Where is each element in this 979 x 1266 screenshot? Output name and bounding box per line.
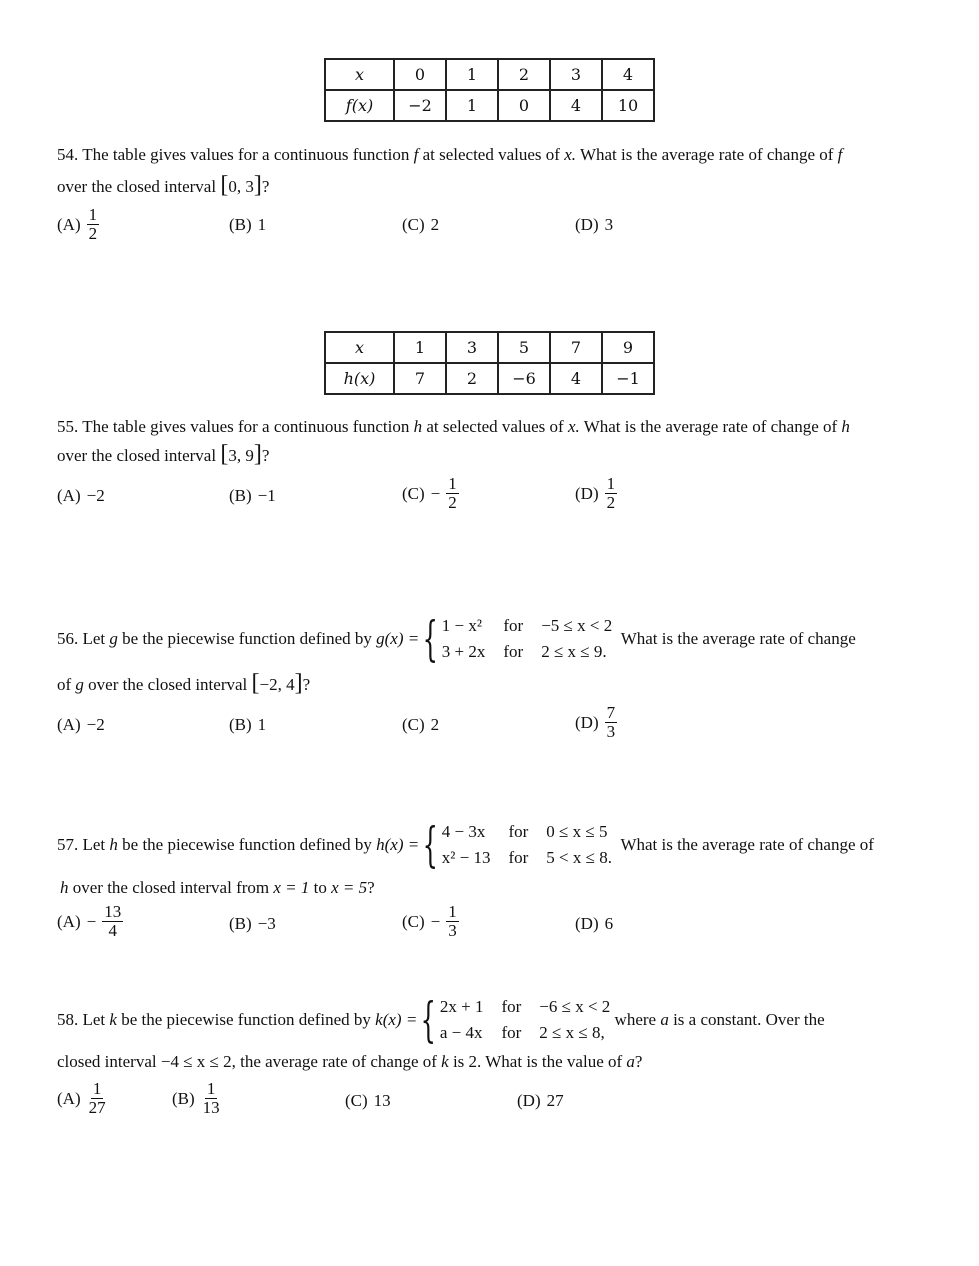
choice-label: (A)	[57, 486, 81, 505]
fraction	[87, 1080, 108, 1117]
case-expr: 3 + 2x	[441, 642, 486, 661]
q55-choice-a[interactable]	[57, 486, 105, 506]
choice-value: 2	[430, 715, 440, 734]
text: at selected values of	[422, 145, 560, 164]
text: be the piecewise function defined by	[122, 629, 372, 648]
case-domain: 2 ≤ x ≤ 9.	[541, 642, 607, 661]
choice-value: 6	[604, 914, 614, 933]
text: ?	[634, 1052, 643, 1071]
table-cell: 4	[550, 363, 602, 394]
case-domain: 0 ≤ x ≤ 5	[546, 822, 608, 841]
brace-icon: {	[422, 611, 439, 667]
choice-value: −3	[257, 914, 276, 933]
var-f: f	[837, 145, 843, 164]
brace-icon: {	[420, 992, 437, 1048]
fraction	[446, 475, 459, 512]
choice-label: (D)	[575, 215, 599, 234]
text: of	[57, 675, 72, 694]
choice-label: (B)	[172, 1088, 195, 1108]
text: ?	[261, 446, 270, 465]
text: over the closed interval	[88, 675, 248, 694]
var-h: h	[60, 878, 69, 897]
brace-icon: {	[422, 817, 439, 873]
equation: x = 1	[273, 878, 310, 897]
choice-label: (A)	[57, 1088, 81, 1108]
table-cell: 3	[446, 332, 498, 363]
choice-value: 1	[257, 215, 267, 234]
table-cell: 2	[498, 59, 550, 90]
table-row	[325, 59, 654, 90]
numerator: 1	[92, 1079, 102, 1098]
function-name: k(x) =	[375, 1010, 418, 1029]
fraction	[201, 1080, 222, 1117]
numerator: 1	[606, 474, 616, 493]
denominator: 27	[88, 1098, 106, 1117]
case-expr: a − 4x	[439, 1023, 483, 1042]
case-for: for	[503, 642, 524, 661]
case-for: for	[501, 997, 522, 1016]
text: What is the average rate of change of	[583, 417, 838, 436]
table-f-values	[324, 58, 655, 122]
choice-value: 3	[604, 215, 614, 234]
var-x: x.	[567, 417, 580, 436]
var-k: k	[441, 1052, 449, 1071]
q56-choice-c[interactable]	[402, 715, 439, 735]
q56-text-line1	[57, 611, 856, 667]
q56-text-line2: of g over the closed interval [−2, 4]?	[57, 670, 311, 696]
q57-choice-a[interactable]	[57, 903, 123, 940]
table-cell: 2	[446, 363, 498, 394]
q54-text-line1	[57, 144, 842, 166]
case-for: for	[508, 822, 529, 841]
table-cell: 0	[394, 59, 446, 90]
text: 58. Let	[57, 1010, 106, 1029]
q56-choice-b[interactable]	[229, 715, 266, 735]
case-for: for	[501, 1023, 522, 1042]
denominator: 2	[448, 493, 457, 512]
interval: 3, 9	[228, 446, 254, 465]
case-expr: 4 − 3x	[441, 822, 486, 841]
text: ?	[261, 177, 270, 196]
numerator: 1	[448, 902, 457, 921]
q54-choice-b[interactable]	[229, 215, 266, 235]
numerator: 1	[206, 1079, 216, 1098]
table-cell: 7	[550, 332, 602, 363]
case-domain: −6 ≤ x < 2	[539, 997, 611, 1016]
text: over the closed interval	[57, 446, 217, 465]
equation: x = 5	[331, 878, 368, 897]
q58-choice-c[interactable]	[345, 1091, 391, 1111]
var-a: a	[660, 1010, 669, 1029]
table-cell: 1	[394, 332, 446, 363]
q57-choice-b[interactable]	[229, 914, 276, 934]
var-h: h	[841, 417, 850, 436]
denominator: 4	[108, 921, 117, 940]
q54-text-line2: over the closed interval [0, 3]?	[57, 172, 270, 198]
minus-sign: −	[86, 911, 97, 931]
text: What is the average rate of change	[620, 629, 856, 648]
var-h: h	[109, 835, 118, 854]
choice-label: (D)	[575, 712, 599, 732]
choice-label: (C)	[402, 215, 425, 234]
choice-value: −2	[86, 486, 105, 505]
choice-label: (D)	[575, 483, 599, 503]
denominator: 3	[606, 722, 616, 741]
table-header-fx: f(x)	[325, 90, 394, 121]
text: ?	[367, 878, 375, 897]
q56-choice-d[interactable]	[575, 704, 617, 741]
choice-value: −1	[257, 486, 276, 505]
function-name: g(x) =	[376, 629, 420, 648]
q55-text-line1	[57, 416, 850, 438]
table-cell: −1	[602, 363, 654, 394]
text: over the closed interval from	[72, 878, 270, 897]
choice-label: (C)	[402, 715, 425, 734]
text: 56. Let	[57, 629, 106, 648]
table-h-values	[324, 331, 655, 395]
table-cell: 1	[446, 90, 498, 121]
case-for: for	[508, 848, 529, 867]
choice-label: (A)	[57, 715, 81, 734]
choice-value: 1	[257, 715, 267, 734]
inequality: −4 ≤ x ≤ 2,	[160, 1052, 236, 1071]
table-header-x: x	[325, 59, 394, 90]
text: over the closed interval	[57, 177, 217, 196]
q55-choice-d[interactable]	[575, 475, 617, 512]
choice-value: 13	[373, 1091, 391, 1110]
denominator: 3	[448, 921, 457, 940]
q57-choice-d[interactable]	[575, 914, 613, 934]
case-expr: 1 − x²	[441, 616, 482, 635]
text: be the piecewise function defined by	[122, 835, 372, 854]
fraction	[605, 704, 618, 741]
piecewise-cases	[442, 614, 612, 664]
q55-choice-c[interactable]	[402, 475, 459, 512]
var-x: x.	[564, 145, 576, 164]
numerator: 1	[448, 474, 457, 493]
case-for: for	[503, 616, 524, 635]
fraction	[102, 903, 123, 940]
var-g: g	[109, 629, 118, 648]
q57-text-line1	[57, 817, 874, 873]
choice-label: (C)	[402, 483, 425, 503]
q58-text-line2	[57, 1051, 642, 1073]
case-domain: 2 ≤ x ≤ 8,	[539, 1023, 605, 1042]
choice-value: 27	[546, 1091, 564, 1110]
table-row	[325, 363, 654, 394]
table-cell: −2	[394, 90, 446, 121]
text: ?	[302, 675, 311, 694]
q55-text-line2: over the closed interval [3, 9]?	[57, 441, 270, 467]
text: closed interval	[57, 1052, 157, 1071]
text: where	[614, 1010, 657, 1029]
piecewise-cases	[442, 820, 612, 870]
choice-label: (B)	[229, 215, 252, 234]
q54-choice-a[interactable]	[57, 206, 99, 243]
choice-label: (B)	[229, 486, 252, 505]
denominator: 2	[88, 224, 98, 243]
table-row	[325, 332, 654, 363]
value: 2.	[468, 1052, 482, 1071]
q54-choice-c[interactable]	[402, 215, 439, 235]
minus-sign: −	[430, 483, 441, 503]
text: be the piecewise function defined by	[121, 1010, 371, 1029]
table-cell: 10	[602, 90, 654, 121]
piecewise-cases	[440, 995, 610, 1045]
var-f: f	[413, 145, 419, 164]
q57-text-line2	[60, 877, 375, 899]
choice-label: (B)	[229, 914, 252, 933]
table-header-x: x	[325, 332, 394, 363]
table-cell: −6	[498, 363, 550, 394]
choice-label: (D)	[575, 914, 599, 933]
case-domain: 5 < x ≤ 8.	[546, 848, 612, 867]
case-domain: −5 ≤ x < 2	[541, 616, 613, 635]
text: is a constant. Over the	[673, 1010, 825, 1029]
interval: 0, 3	[228, 177, 254, 196]
q58-choice-d[interactable]	[517, 1091, 564, 1111]
text: 57. Let	[57, 835, 106, 854]
table-cell: 4	[550, 90, 602, 121]
interval: −2, 4	[259, 675, 295, 694]
minus-sign: −	[430, 911, 441, 931]
choice-label: (D)	[517, 1091, 541, 1110]
fraction	[605, 475, 618, 512]
choice-label: (C)	[402, 911, 425, 931]
var-k: k	[109, 1010, 117, 1029]
table-row	[325, 90, 654, 121]
text: the average rate of change of	[240, 1052, 437, 1071]
choice-label: (B)	[229, 715, 252, 734]
text: to	[313, 878, 327, 897]
text: What is the average rate of change of	[620, 835, 874, 854]
numerator: 1	[88, 205, 98, 224]
denominator: 13	[202, 1098, 220, 1117]
q56-choice-a[interactable]	[57, 715, 105, 735]
text: What is the value of	[485, 1052, 623, 1071]
q55-choice-b[interactable]	[229, 486, 276, 506]
case-expr: x² − 13	[441, 848, 491, 867]
table-header-hx: h(x)	[325, 363, 394, 394]
q58-choice-a[interactable]	[57, 1080, 108, 1117]
text: at selected values of	[426, 417, 564, 436]
text: 55. The table gives values for a continuous function	[57, 417, 410, 436]
choice-label: (A)	[57, 911, 81, 931]
table-cell: 4	[602, 59, 654, 90]
fraction	[446, 903, 459, 940]
var-h: h	[413, 417, 423, 436]
q58-text-line1	[57, 992, 825, 1048]
var-g: g	[75, 675, 84, 694]
text: 54. The table gives values for a continuous function	[57, 145, 410, 164]
table-cell: 0	[498, 90, 550, 121]
choice-value: −2	[86, 715, 105, 734]
q54-choice-d[interactable]	[575, 215, 613, 235]
choice-label: (A)	[57, 214, 81, 234]
choice-value: 2	[430, 215, 440, 234]
choice-label: (C)	[345, 1091, 368, 1110]
table-cell: 5	[498, 332, 550, 363]
fraction	[87, 206, 100, 243]
table-cell: 3	[550, 59, 602, 90]
text: What is the average rate of change of	[579, 145, 834, 164]
text: is	[452, 1052, 465, 1071]
numerator: 7	[606, 703, 616, 722]
table-cell: 1	[446, 59, 498, 90]
case-expr: 2x + 1	[439, 997, 484, 1016]
q58-choice-b[interactable]	[172, 1080, 222, 1117]
q57-choice-c[interactable]	[402, 903, 459, 940]
var-a: a	[626, 1052, 635, 1071]
table-cell: 7	[394, 363, 446, 394]
numerator: 13	[104, 902, 122, 921]
function-name: h(x) =	[376, 835, 420, 854]
denominator: 2	[606, 493, 616, 512]
table-cell: 9	[602, 332, 654, 363]
